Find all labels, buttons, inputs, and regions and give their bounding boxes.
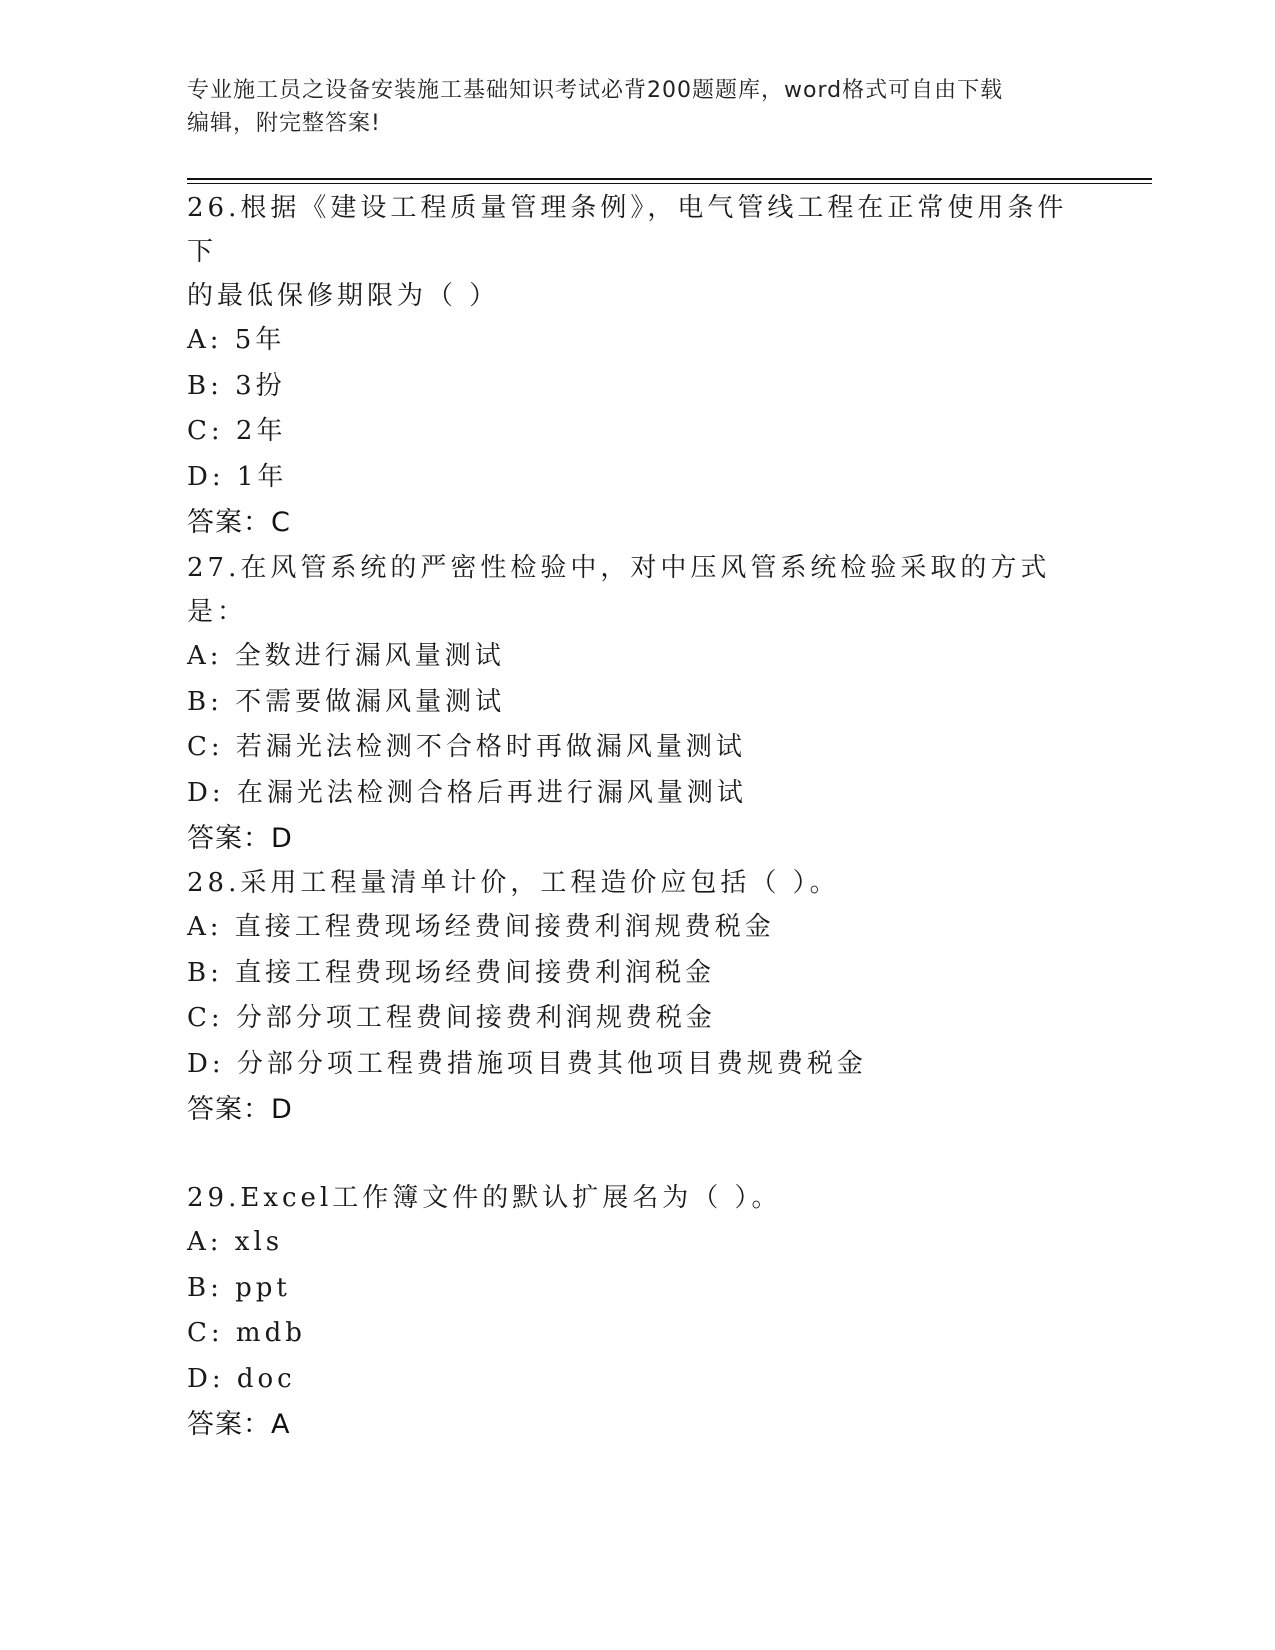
question-29 [187, 1176, 1087, 1448]
question-27 [187, 546, 1087, 862]
header-line-1: 专业施工员之设备安装施工基础知识考试必背200题题库，word格式可自由下载 [187, 78, 1004, 103]
option-c: C: 2年 [187, 416, 287, 446]
answer: 答案：D [187, 823, 293, 854]
question-stem-line-2: 的最低保修期限为（ ） [187, 281, 500, 311]
header-divider-thick [187, 178, 1152, 180]
header-divider-thin [187, 183, 1152, 184]
option-b: B: 直接工程费现场经费间接费利润税金 [187, 957, 716, 988]
header-line-2: 编辑，附完整答案! [187, 111, 381, 136]
option-a: A: 5年 [187, 325, 286, 355]
option-d: D: 分部分项工程费措施项目费其他项目费规费税金 [187, 1048, 867, 1079]
option-d: D: 在漏光法检测合格后再进行漏风量测试 [187, 777, 747, 808]
document-header [187, 74, 1067, 140]
option-a: A: 全数进行漏风量测试 [187, 641, 505, 671]
question-26 [187, 186, 1087, 546]
option-b: B: ppt [187, 1272, 291, 1303]
question-stem-line-1: 29.Excel工作簿文件的默认扩展名为（ ）。 [187, 1183, 782, 1213]
option-a: A: 直接工程费现场经费间接费利润规费税金 [187, 912, 775, 942]
option-c: C: mdb [187, 1318, 306, 1348]
option-a: A: xls [187, 1227, 284, 1257]
option-d: D: doc [187, 1363, 296, 1394]
question-28 [187, 861, 1087, 1133]
question-stem-line-1: 26.根据《建设工程质量管理条例》，电气管线工程在正常使用条件下 [187, 193, 1068, 267]
option-d: D: 1年 [187, 461, 288, 492]
answer: 答案：A [187, 1409, 291, 1440]
option-c: C: 若漏光法检测不合格时再做漏风量测试 [187, 732, 746, 762]
question-stem-line-1: 28.采用工程量清单计价，工程造价应包括（ ）。 [187, 868, 840, 898]
option-c: C: 分部分项工程费间接费利润规费税金 [187, 1003, 716, 1033]
option-b: B: 不需要做漏风量测试 [187, 686, 506, 717]
option-b: B: 3扮 [187, 370, 286, 401]
answer: 答案：C [187, 507, 291, 538]
answer: 答案：D [187, 1094, 293, 1125]
question-stem-line-1: 27.在风管系统的严密性检验中，对中压风管系统检验采取的方式是： [187, 553, 1051, 627]
